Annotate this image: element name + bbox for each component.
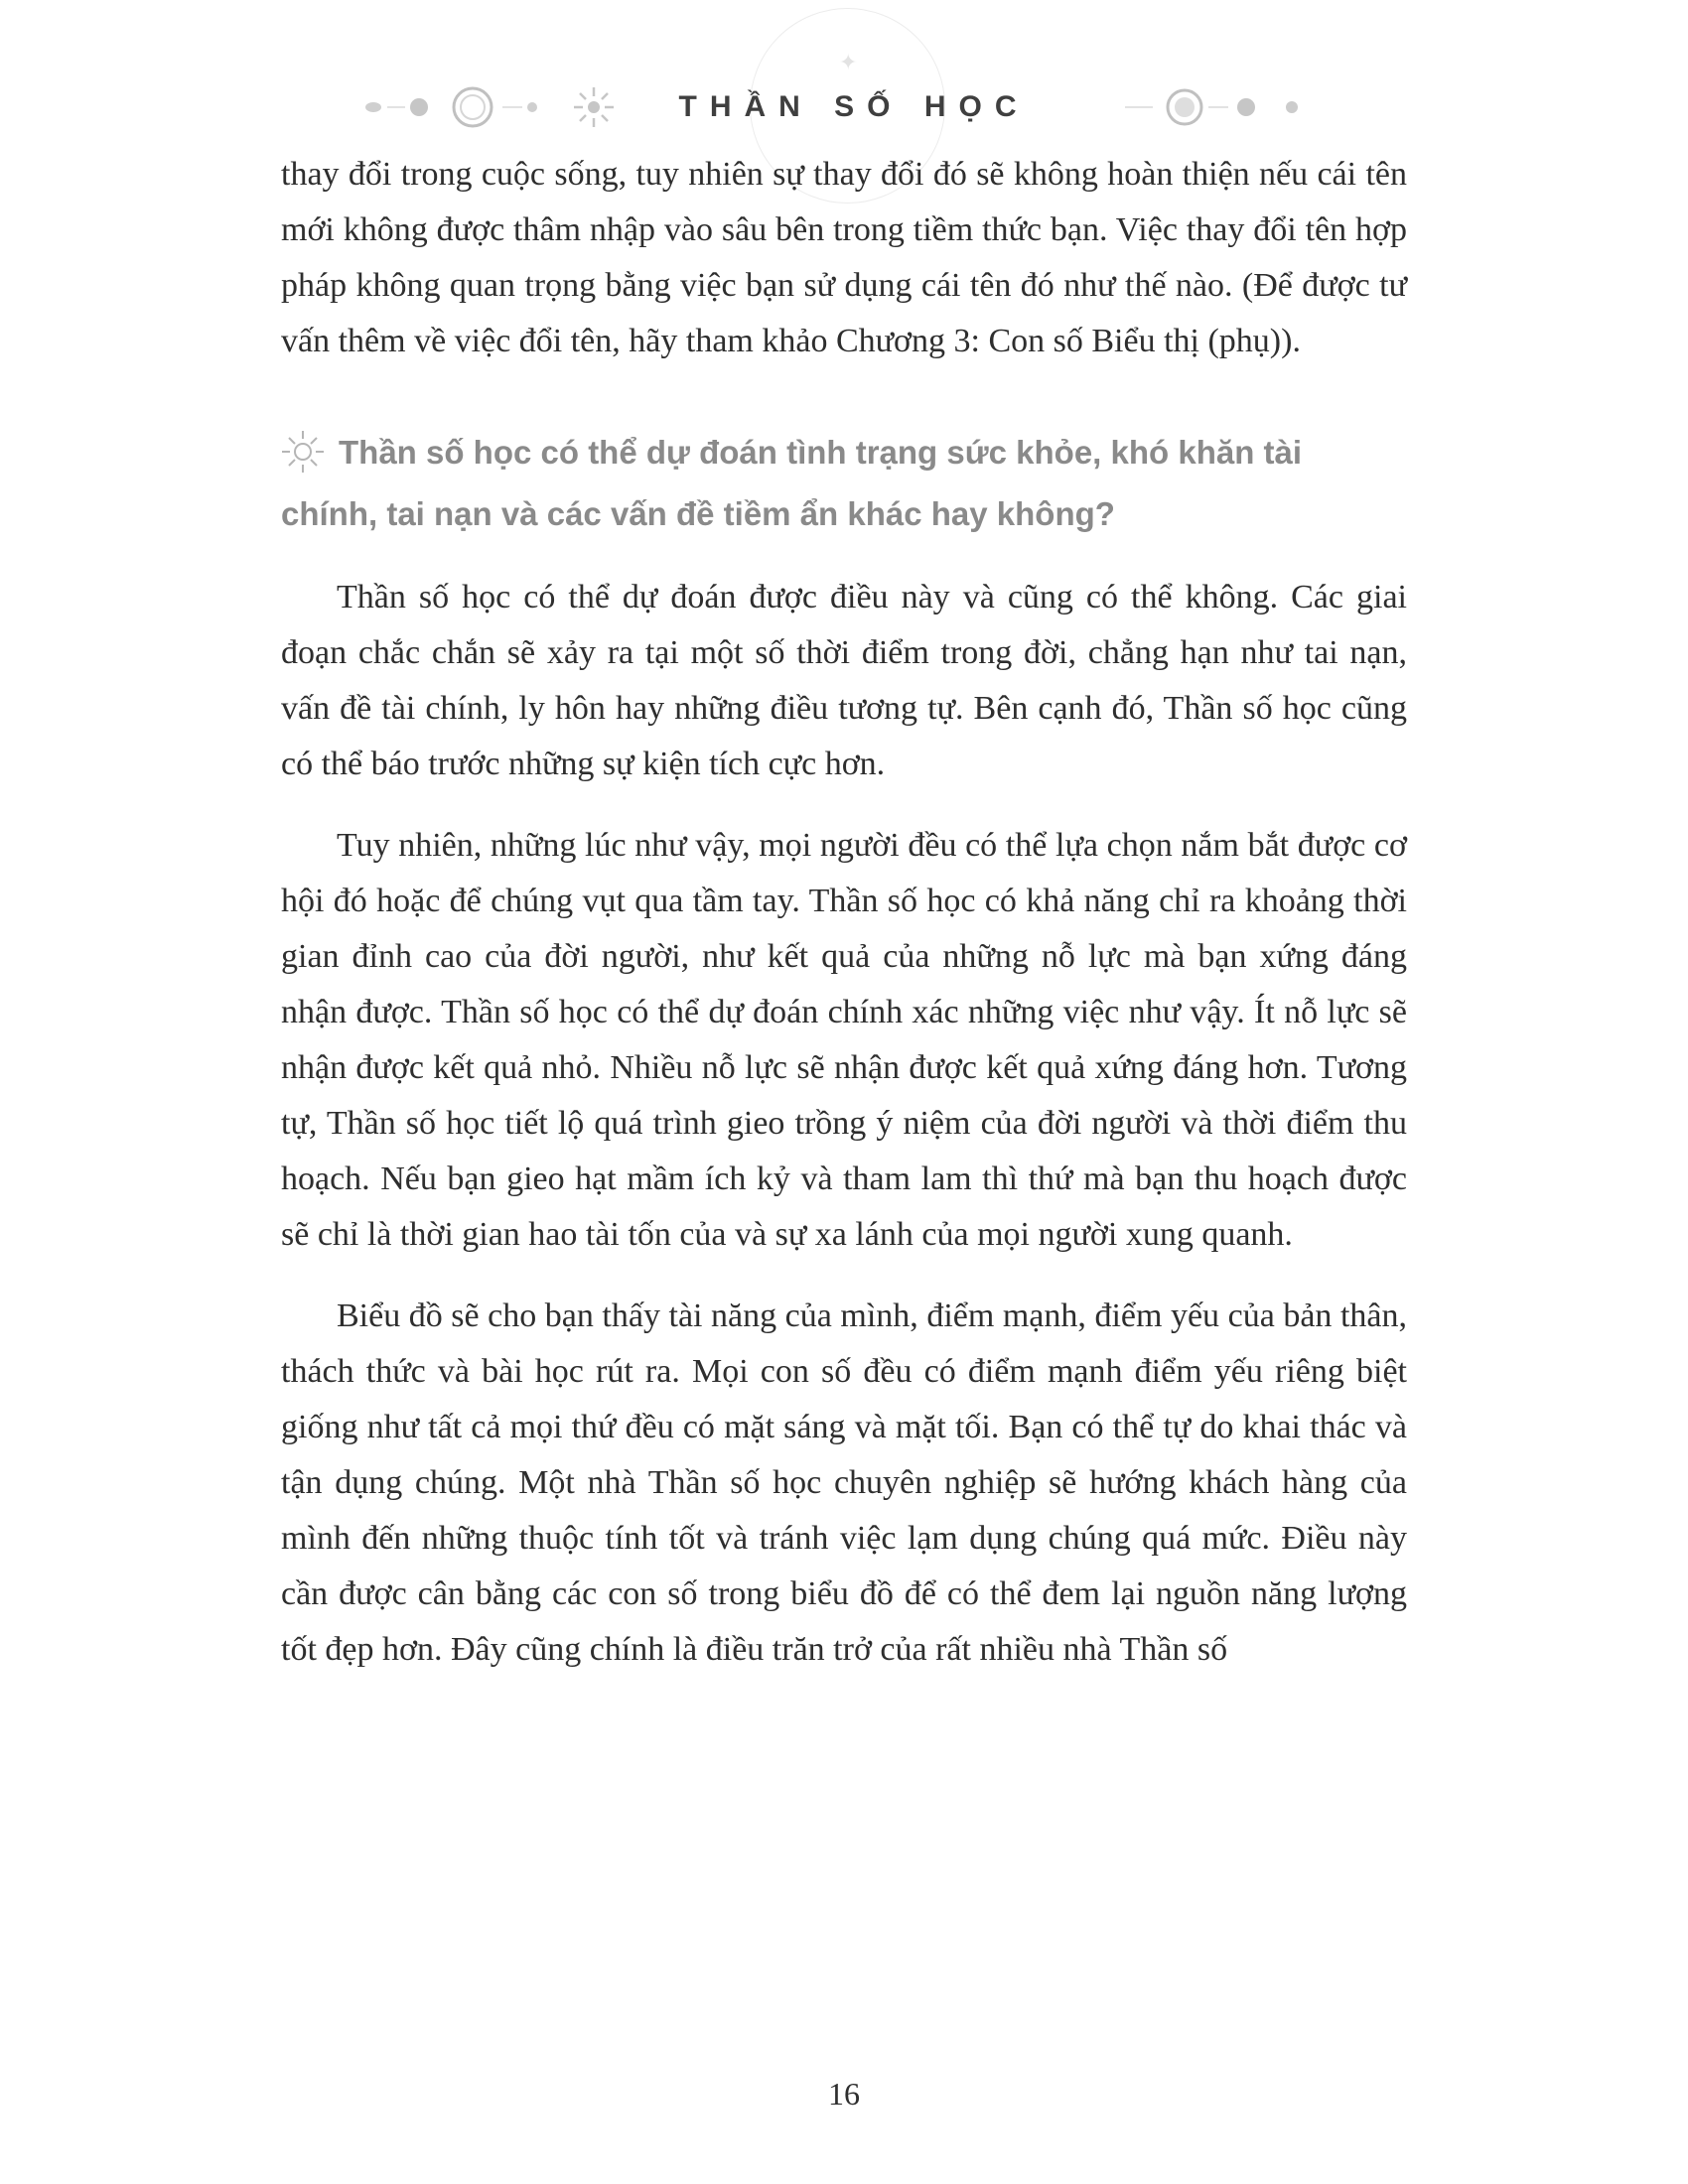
paragraph: Biểu đồ sẽ cho bạn thấy tài năng của mình, điểm mạnh, điểm yếu của bản thân, thách thức và bài học rút ra. Mọi con số đều có điểm mạnh điểm yếu riêng biệt giống như tất cả mọi thứ đều có mặt sáng và mặt tối. Bạn có thể tự do khai thác và tận dụng chúng. Một nhà Thần số học chuyên nghiệp sẽ hướng khách hàng của mình đến những thuộc tính tốt và tránh việc lạm dụng chúng quá mức. Điều này cần được cân bằng các con số trong biểu đồ để có thể đem lại nguồn năng lượng tốt đẹp hơn. Đây cũng chính là điều trăn trở của rất nhiều nhà Thần số: [281, 1297, 1407, 1668]
section-heading-text: Thần số học có thể dự đoán tình trạng sức khỏe, khó khăn tài chính, tai nạn và các vấn đề tiềm ẩn khác hay không?: [281, 434, 1303, 532]
crescent-moon-icon: [1078, 88, 1097, 126]
dot-icon: [1286, 101, 1298, 113]
book-title: THẦN SỐ HỌC: [678, 90, 1030, 123]
planet-icon: [454, 88, 492, 126]
celestial-ornament-left: [363, 83, 641, 131]
paragraph-intro: thay đổi trong cuộc sống, tuy nhiên sự thay đổi đó sẽ không hoàn thiện nếu cái tên mới không được thâm nhập vào sâu bên trong tiềm thức bạn. Việc thay đổi tên hợp pháp không quan trọng bằng việc bạn sử dụng cái tên đó như thế nào. (Để được tư vấn thêm về việc đổi tên, hãy tham khảo Chương 3: Con số Biểu thị (phụ)).: [281, 156, 1407, 359]
dot-icon: [1237, 98, 1255, 116]
sparkle-icon: ✦: [839, 50, 858, 74]
celestial-ornament-right: [1067, 83, 1326, 131]
sunburst-icon: [574, 87, 614, 127]
sun-icon: [281, 430, 325, 488]
paragraph: Thần số học có thể dự đoán được điều này và cũng có thể không. Các giai đoạn chắc chắn sẽ xảy ra tại một số thời điểm trong đời, chẳng hạn như tai nạn, vấn đề tài chính, ly hôn hay những điều tương tự. Bên cạnh đó, Thần số học cũng có thể báo trước những sự kiện tích cực hơn.: [281, 579, 1407, 782]
planet-icon: [1168, 90, 1201, 124]
dot-icon: [410, 98, 428, 116]
page-header: [0, 83, 1688, 131]
section-heading: [281, 427, 1407, 540]
paragraph: Tuy nhiên, những lúc như vậy, mọi người đều có thể lựa chọn nắm bắt được cơ hội đó hoặc để chúng vụt qua tầm tay. Thần số học có khả năng chỉ ra khoảng thời gian đỉnh cao của đời người, như kết quả của những nỗ lực mà bạn xứng đáng nhận được. Thần số học có thể dự đoán chính xác những việc như vậy. Ít nỗ lực sẽ nhận được kết quả nhỏ. Nhiều nỗ lực sẽ nhận được kết quả xứng đáng hơn. Tương tự, Thần số học tiết lộ quá trình gieo trồng ý niệm của đời người và thời điểm thu hoạch. Nếu bạn gieo hạt mầm ích kỷ và tham lam thì thứ mà bạn thu hoạch được sẽ chỉ là thời gian hao tài tốn của và sự xa lánh của mọi người xung quanh.: [281, 827, 1407, 1253]
dash-icon: [365, 102, 381, 112]
dot-icon: [527, 102, 537, 112]
page-number: 16: [828, 2076, 860, 2112]
page-content: [281, 147, 1407, 1704]
